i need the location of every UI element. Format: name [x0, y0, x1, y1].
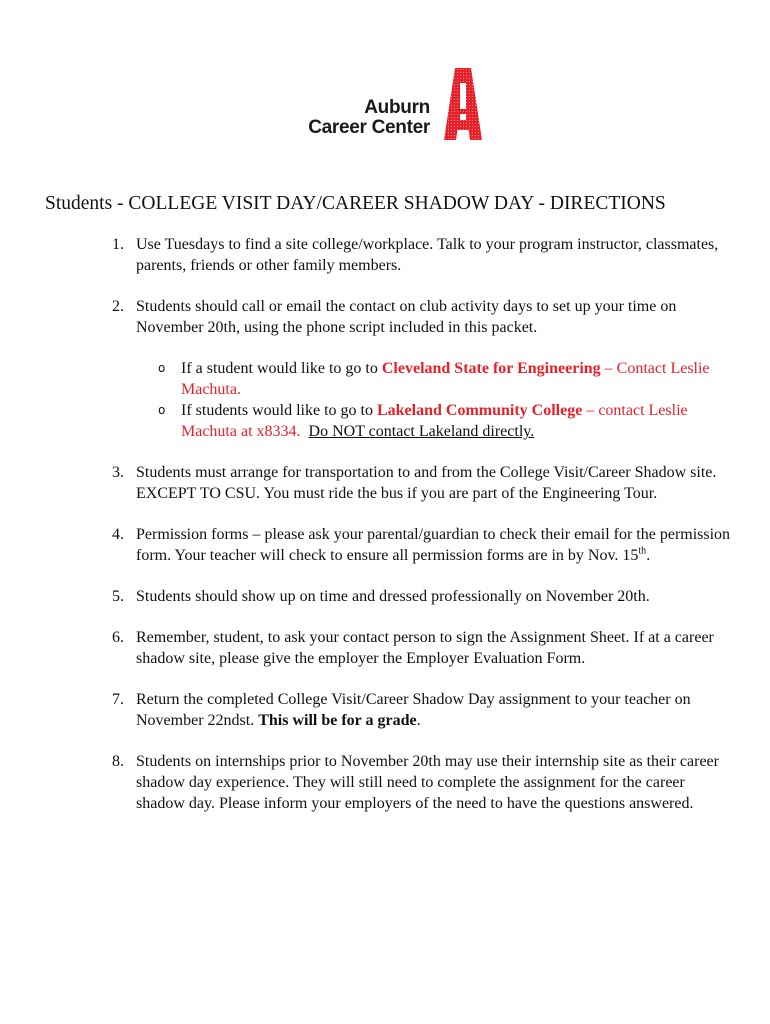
page-title: Students - COLLEGE VISIT DAY/CAREER SHADOW DAY - DIRECTIONS [45, 193, 666, 214]
bold-text: This will be for a grade [258, 712, 417, 729]
list-item [112, 751, 737, 814]
item-text: Students on internships prior to November 20th may use their internship site as their career shadow day experience. They will still need to complete the assignment for the career shadow day. Please inform your employers of the need to have the questions answered. [136, 753, 719, 812]
item-text: Students must arrange for transportation to and from the College Visit/Career Shadow site. EXCEPT TO CSU. You must ride the bus if you are part of the Engineering Tour. [136, 464, 717, 502]
bullet: o [158, 403, 166, 417]
item-tail: . [646, 547, 651, 564]
list-item [112, 234, 737, 276]
sub-item-contact: – Contact Leslie Machuta. [181, 360, 710, 398]
bullet: o [158, 361, 166, 375]
item-text: Permission forms – please ask your parental/guardian to check their email for the permission form. Your teacher will check to ensure all permission forms are in by Nov. 15 [136, 526, 731, 564]
logo-wordmark [308, 98, 430, 138]
list-item [112, 524, 737, 566]
highlight-text: Cleveland State for Engineering [381, 360, 601, 377]
sub-item-text: If a student would like to go to [181, 360, 382, 377]
item-number: 4. [112, 526, 124, 543]
item-text: Students should call or email the contact on club activity days to set up your time on November 20th, using the phone script included in this packet. [136, 298, 677, 336]
sub-item [136, 358, 737, 400]
list-item [112, 689, 737, 731]
superscript: th [638, 545, 647, 557]
logo-a-mark-icon [444, 68, 482, 140]
list-item [112, 462, 737, 504]
item-text: Return the completed College Visit/Career Shadow Day assignment to your teacher on November 22ndst. [136, 691, 691, 729]
directions-list [112, 234, 737, 814]
item-number: 2. [112, 298, 124, 315]
item-number: 6. [112, 629, 124, 646]
item-text: Students should show up on time and dressed professionally on November 20th. [136, 588, 650, 605]
highlight-text: Lakeland Community College [376, 402, 583, 419]
logo-line-1: Auburn [364, 97, 430, 118]
list-item [112, 627, 737, 669]
logo-line-2: Career Center [308, 117, 430, 138]
sub-item-contact: – contact Leslie Machuta at x8334. [181, 402, 688, 440]
item-number: 1. [112, 236, 124, 253]
item-text: Remember, student, to ask your contact person to sign the Assignment Sheet. If at a career shadow site, please give the employer the Employer Evaluation Form. [136, 629, 714, 667]
list-item [112, 296, 737, 442]
item-number: 8. [112, 753, 124, 770]
item-text: Use Tuesdays to find a site college/workplace. Talk to your program instructor, classmates, parents, friends or other family members. [136, 236, 719, 274]
item-number: 5. [112, 588, 124, 605]
underlined-note: Do NOT contact Lakeland directly. [308, 423, 535, 440]
sub-item [136, 400, 737, 442]
item-number: 3. [112, 464, 124, 481]
auburn-career-center-logo [292, 68, 482, 144]
list-item [112, 586, 737, 607]
item-tail: . [416, 712, 421, 729]
sub-item-text: If students would like to go to [181, 402, 377, 419]
item-number: 7. [112, 691, 124, 708]
